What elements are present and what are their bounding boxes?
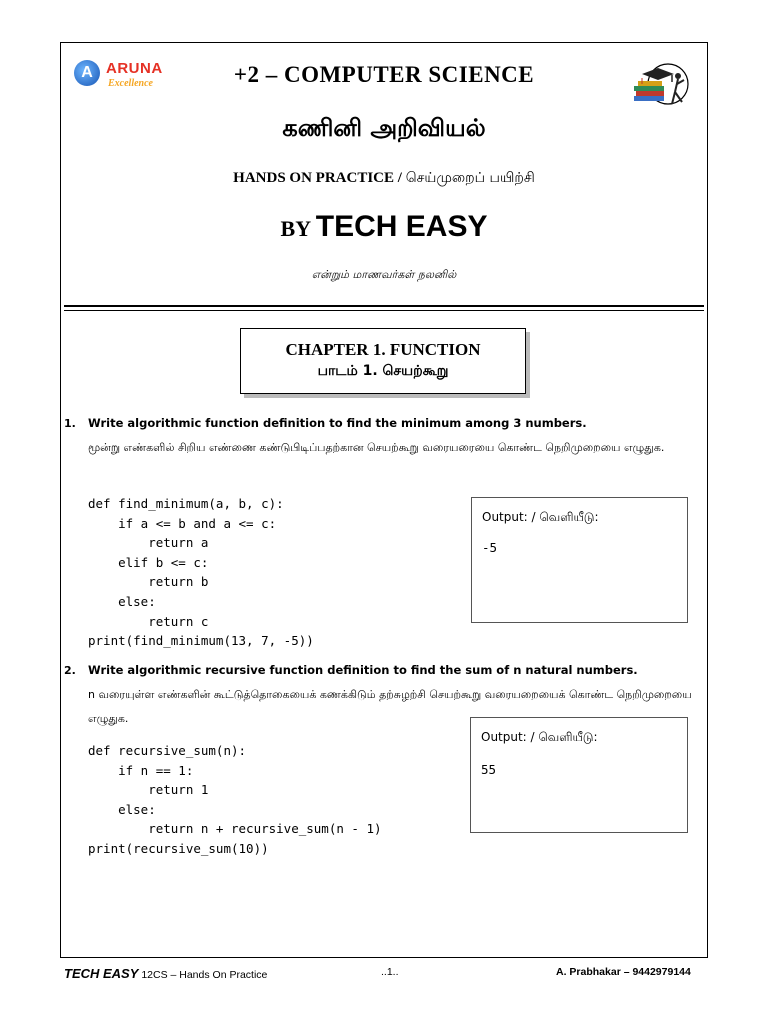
aruna-logo-icon: A	[74, 60, 100, 86]
chapter-heading-box	[240, 328, 526, 394]
subtitle	[0, 170, 768, 188]
question-text-en: Write algorithmic function definition to find the minimum among 3 numbers.	[88, 416, 587, 430]
logo-tag: Excellence	[108, 78, 153, 89]
logo-brand: ARUNA	[106, 60, 163, 77]
by-label: BY	[280, 216, 316, 241]
output-value: -5	[482, 540, 498, 555]
question-text-ta: n வரையுள்ள எண்களின் கூட்டுத்தொகையைக் கணக்கிடும் தற்சுழற்சி செயற்கூறு வரையறையைக் கொண்ட நெறிமுறையை எழுதுக.	[88, 688, 692, 725]
output-box	[471, 497, 688, 623]
question-number: 2.	[64, 664, 76, 677]
question-number: 1.	[64, 417, 76, 430]
chapter-title-ta: பாடம் 1. செயற்கூறு	[317, 363, 449, 379]
subtitle-en: HANDS ON PRACTICE	[233, 170, 395, 186]
footer-brand: TECH EASY	[64, 966, 139, 981]
author-line	[0, 210, 768, 244]
chapter-title-en: CHAPTER 1. FUNCTION	[285, 340, 481, 359]
output-value: 55	[481, 762, 497, 777]
footer-page: ..1..	[381, 966, 399, 978]
author-brand: TECH EASY	[315, 210, 488, 243]
footer-left-text: 12CS – Hands On Practice	[138, 969, 268, 981]
question-text-en: Write algorithmic recursive function definition to find the sum of n natural numbers.	[88, 663, 638, 677]
output-label: Output: / வெளியீடு:	[481, 730, 598, 744]
code-block: def find_minimum(a, b, c): if a <= b and a <= c: return a elif b <= c: return b else: return c print(find_minimum(13, 7, -5))	[88, 496, 314, 649]
output-box	[470, 717, 688, 833]
output-label: Output: / வெளியீடு:	[482, 510, 599, 524]
page-title: +2 – COMPUTER SCIENCE	[233, 62, 535, 87]
divider	[64, 310, 704, 311]
tagline: என்றும் மாணவர்கள் நலனில்	[311, 268, 457, 281]
footer-right: A. Prabhakar – 9442979144	[556, 966, 691, 978]
footer-left	[64, 966, 267, 981]
page-title-tamil: கணினி அறிவியல்	[282, 114, 486, 142]
divider	[64, 305, 704, 307]
code-block: def recursive_sum(n): if n == 1: return 1 else: return n + recursive_sum(n - 1) print(recursive_sum(10))	[88, 743, 382, 856]
subtitle-separator: /	[394, 170, 406, 186]
subtitle-ta: செய்முறைப் பயிற்சி	[405, 170, 535, 186]
question-text-ta: மூன்று எண்களில் சிறிய எண்ணை கண்டுபிடிப்பதற்கான செயற்கூறு வரையரையை கொண்ட நெறிமுறையை எழுதுக.	[88, 441, 665, 454]
